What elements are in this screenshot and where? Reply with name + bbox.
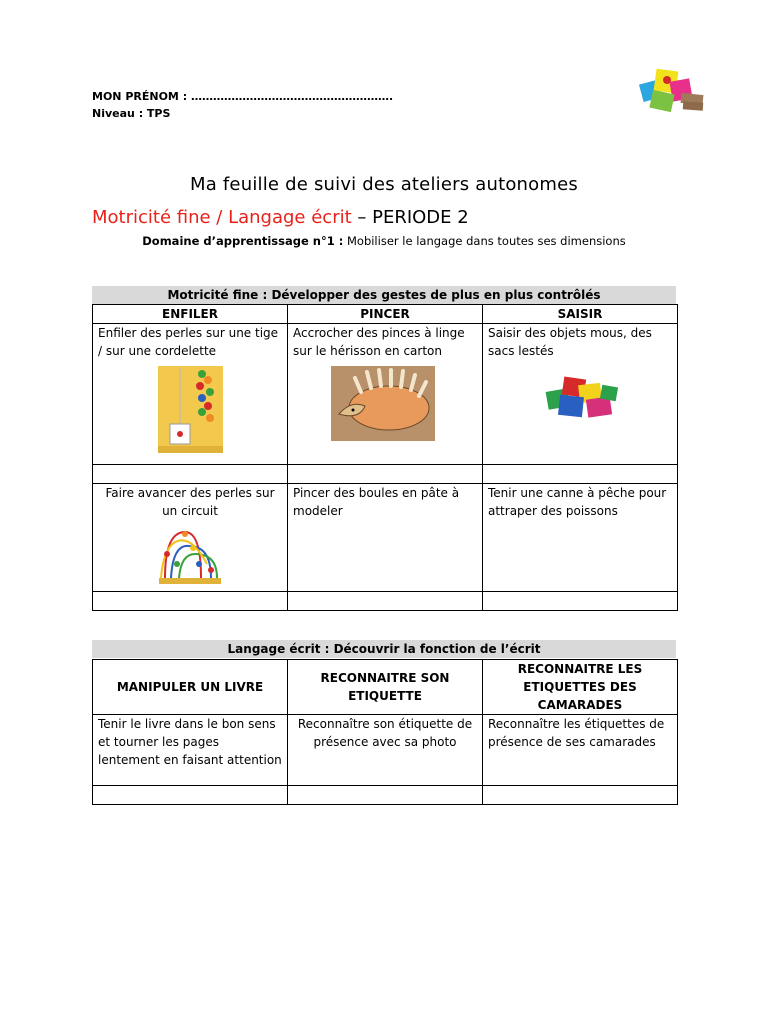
student-header xyxy=(92,88,393,122)
fine-motor-table xyxy=(92,304,678,611)
header-manipuler-livre: MANIPULER UN LIVRE xyxy=(93,660,288,715)
header-pincer: PINCER xyxy=(288,305,483,324)
activity-text: Accrocher des pinces à linge sur le hérisson en carton xyxy=(293,326,465,358)
name-field-label: MON PRÉNOM : ………………………………………………. xyxy=(92,90,394,103)
blank-cell xyxy=(288,465,483,484)
blank-cell xyxy=(93,786,288,805)
level-label: Niveau : TPS xyxy=(92,107,171,120)
header-reconnaitre-etiquettes-camarades: RECONNAITRE LES ETIQUETTES DES CAMARADES xyxy=(483,660,678,715)
subtitle-subject: Motricité fine / Langage écrit xyxy=(92,207,352,228)
written-language-band: Langage écrit : Découvrir la fonction de l’écrit xyxy=(92,640,676,658)
page-title: Ma feuille de suivi des ateliers autonomes xyxy=(190,174,578,195)
learning-domain xyxy=(0,234,768,248)
blank-cell xyxy=(483,786,678,805)
abc-logo-icon xyxy=(637,64,707,118)
activity-cell xyxy=(93,324,288,465)
activity-text: Reconnaître son étiquette de présence avec sa photo xyxy=(297,717,473,749)
bean-bags-photo xyxy=(545,376,620,420)
blank-cell xyxy=(93,592,288,611)
blank-cell xyxy=(483,465,678,484)
activity-cell xyxy=(483,484,678,592)
blank-cell xyxy=(288,786,483,805)
activity-cell xyxy=(483,715,678,786)
hedgehog-clothespin-photo xyxy=(331,366,435,441)
blank-cell xyxy=(93,465,288,484)
header-reconnaitre-etiquette: RECONNAITRE SON ETIQUETTE xyxy=(288,660,483,715)
domain-label: Domaine d’apprentissage n°1 : xyxy=(142,234,344,248)
fine-motor-band: Motricité fine : Développer des gestes de plus en plus contrôlés xyxy=(92,286,676,304)
activity-cell xyxy=(288,484,483,592)
activity-text: Faire avancer des perles sur un circuit xyxy=(105,486,275,518)
activity-text: Enfiler des perles sur une tige / sur une cordelette xyxy=(98,326,279,358)
written-language-table xyxy=(92,659,678,805)
activity-cell xyxy=(483,324,678,465)
subtitle-period: – PERIODE 2 xyxy=(351,207,469,228)
domain-text: Mobiliser le langage dans toutes ses dimensions xyxy=(343,234,626,248)
bead-maze-photo xyxy=(155,524,225,586)
blank-cell xyxy=(288,592,483,611)
activity-cell xyxy=(288,715,483,786)
activity-text: Tenir le livre dans le bon sens et tourner les pages lentement en faisant attention xyxy=(98,717,282,767)
header-saisir: SAISIR xyxy=(483,305,678,324)
activity-text: Pincer des boules en pâte à modeler xyxy=(293,486,460,518)
activity-cell xyxy=(93,484,288,592)
activity-text: Reconnaître les étiquettes de présence de ses camarades xyxy=(488,717,665,749)
activity-cell xyxy=(288,324,483,465)
blank-cell xyxy=(483,592,678,611)
activity-text: Tenir une canne à pêche pour attraper des poissons xyxy=(488,486,667,518)
bead-rod-photo xyxy=(158,366,223,453)
activity-text: Saisir des objets mous, des sacs lestés xyxy=(488,326,652,358)
page-subtitle xyxy=(92,207,469,228)
activity-cell xyxy=(93,715,288,786)
header-enfiler: ENFILER xyxy=(93,305,288,324)
